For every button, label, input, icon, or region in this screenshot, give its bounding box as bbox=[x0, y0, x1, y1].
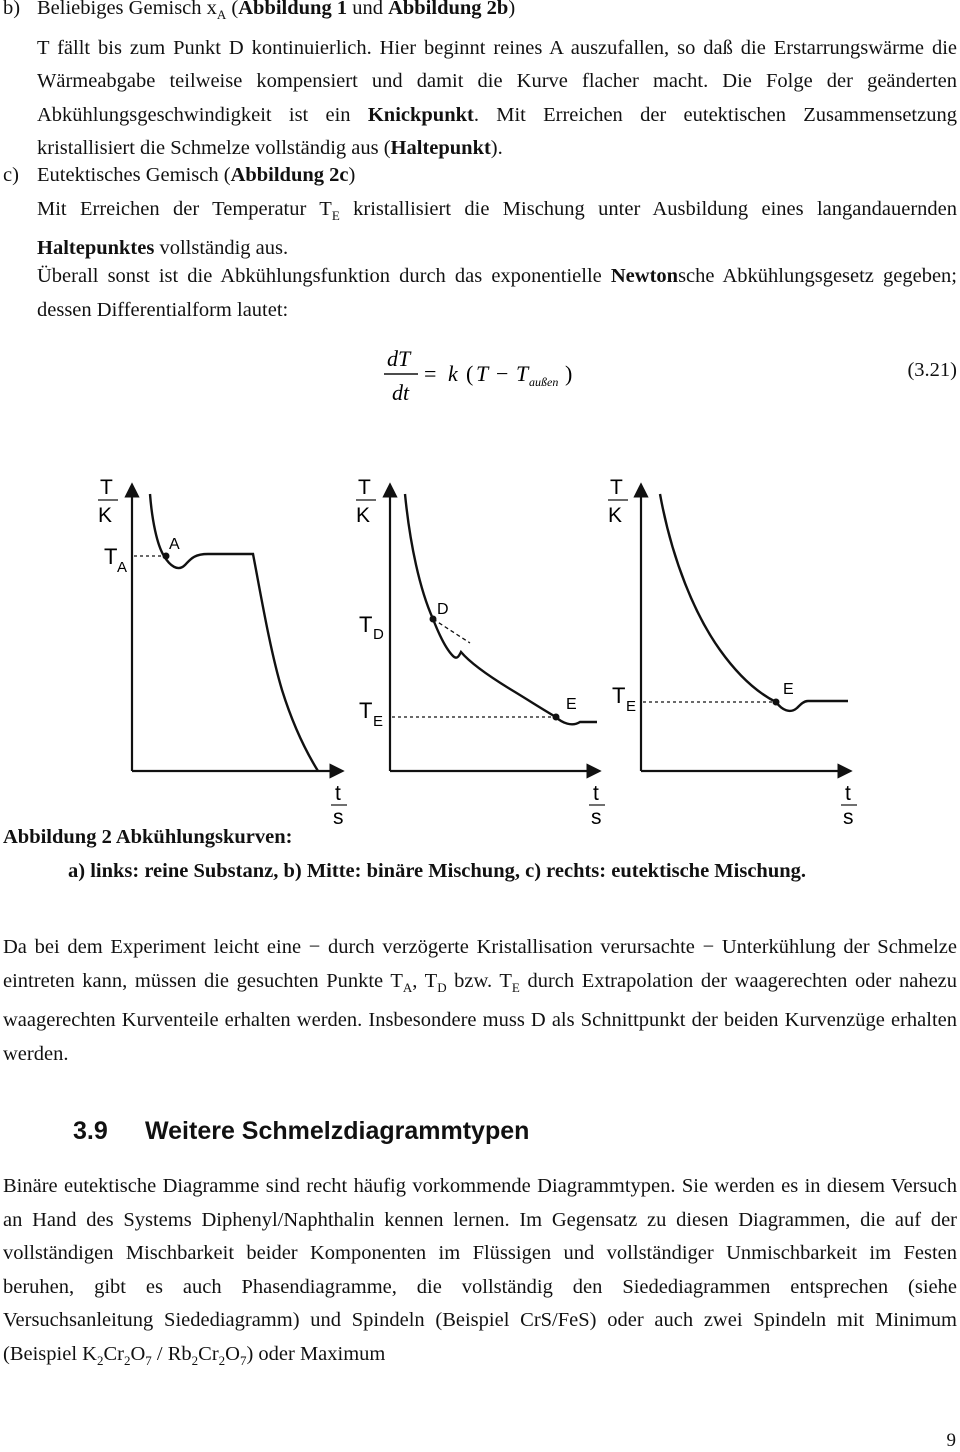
term-newton: Newton bbox=[610, 265, 679, 287]
eq-t: T bbox=[476, 361, 489, 386]
panel-c-y-label-bottom: K bbox=[608, 504, 623, 527]
panel-c-point-e-label: E bbox=[783, 681, 794, 698]
panel-b-point-d bbox=[430, 616, 437, 623]
term-haltepunkt: Haltepunkt bbox=[390, 137, 491, 160]
term-knickpunkt: Knickpunkt bbox=[367, 103, 474, 126]
panel-b-x-label-top: t bbox=[593, 782, 599, 805]
item-d-label bbox=[3, 260, 37, 294]
panel-a-x-label-top: t bbox=[335, 782, 341, 805]
term-haltepunktes: Haltepunktes bbox=[37, 237, 155, 260]
panel-a-point-a bbox=[163, 553, 170, 560]
figure-ref-1: Abbildung 1 bbox=[238, 0, 348, 19]
eq-k: k bbox=[448, 361, 458, 386]
panel-b-x-label-bottom: s bbox=[591, 806, 602, 829]
panel-b-te-label: T bbox=[359, 698, 373, 723]
panel-c-curve bbox=[660, 494, 848, 711]
panel-a-ta-sub: A bbox=[117, 559, 128, 576]
item-c-title: c) Eutektisches Gemisch (Abbildung 2c) bbox=[3, 159, 957, 193]
panel-c bbox=[608, 476, 857, 829]
panel-a-ta-label: T bbox=[104, 544, 118, 569]
panel-b-te-sub: E bbox=[373, 713, 384, 730]
panel-b-y-label-bottom: K bbox=[356, 504, 371, 527]
section-heading bbox=[73, 1117, 529, 1146]
panel-b-point-e-label: E bbox=[566, 696, 577, 713]
panel-a-x-label-bottom: s bbox=[333, 806, 344, 829]
panel-b-curve bbox=[405, 494, 597, 724]
panel-b-td-label: T bbox=[359, 612, 373, 637]
section-number: 3.9 bbox=[73, 1117, 108, 1145]
panel-a-y-label-top: T bbox=[100, 476, 113, 499]
panel-a-y-label-bottom: K bbox=[98, 504, 113, 527]
figure-caption-title: Abbildung 2 Abkühlungskurven: bbox=[3, 826, 293, 848]
panel-c-x-label-top: t bbox=[845, 782, 851, 805]
panel-b-point-d-label: D bbox=[437, 601, 449, 618]
eq-close-paren: ) bbox=[565, 361, 573, 386]
item-b-title: b) Beliebiges Gemisch $x_A$ (Abbildung 1 und Abbildung 2b) bbox=[3, 0, 957, 32]
figure-ref-2c: Abbildung 2c bbox=[230, 164, 349, 186]
eq-t-outer-sub: außen bbox=[529, 375, 559, 389]
item-c-body: Mit Erreichen der Temperatur $T_E$ kristallisiert die Mischung unter Ausbildung eines langandauernden Haltepunktes vollständig aus. bbox=[37, 197, 957, 260]
eq-denominator: dt bbox=[392, 380, 410, 405]
panel-b-point-e bbox=[553, 714, 560, 721]
panel-c-te-label: T bbox=[612, 683, 626, 708]
eq-t-outer: T bbox=[516, 361, 529, 386]
page-number: 9 bbox=[946, 1430, 956, 1451]
figure-caption-description: a) links: reine Substanz, b) Mitte: binäre Mischung, c) rechts: eutektische Mischung. bbox=[68, 860, 806, 882]
eq-open-paren: ( bbox=[466, 361, 474, 386]
panel-a-point-a-label: A bbox=[169, 536, 180, 553]
figure-ref-2b: Abbildung 2b bbox=[388, 0, 509, 19]
item-c-label: c) bbox=[3, 164, 19, 186]
panel-c-point-e bbox=[773, 699, 780, 706]
panel-b-y-label-top: T bbox=[358, 476, 371, 499]
paragraph-extrapolation: Da bei dem Experiment leicht eine − durch verzögerte Kristallisation verursachte − Unterkühlung der Schmelze eintreten kann, müssen die gesuchten Punkte $T_A$, $T_D$ bzw. $T_E$ durch Extrapolation der waagerechten oder nahezu waagerechten Kurventeile erhalten werden. Insbesondere muss D als Schnittpunkt der beiden Kurvenzüge erhalten werden. bbox=[3, 936, 958, 1065]
item-b-label: b) bbox=[3, 0, 21, 19]
eq-numerator: dT bbox=[387, 346, 411, 371]
section-title: Weitere Schmelzdiagrammtypen bbox=[145, 1117, 530, 1145]
item-d bbox=[3, 260, 957, 327]
panel-a bbox=[98, 476, 347, 829]
equation-number: (3.21) bbox=[907, 359, 957, 381]
panel-b bbox=[356, 476, 605, 829]
panel-c-x-label-bottom: s bbox=[843, 806, 854, 829]
panel-c-te-sub: E bbox=[626, 698, 637, 715]
eq-equals: = bbox=[424, 361, 437, 386]
equation bbox=[0, 330, 960, 420]
cooling-curves-figure bbox=[0, 440, 960, 835]
eq-minus: − bbox=[496, 361, 509, 386]
paragraph-section: Binäre eutektische Diagramme sind recht häufig vorkommende Diagrammtypen. Sie werden es in diesem Versuch an Hand des Systems Diphenyl/Naphthalin kennen lernen. Im Gegensatz zu diesen Diagrammen, die auf der vollständigen Mischbarkeit beider Komponenten im Flüssigen und vollständiger Unmischbarkeit im Festen beruhen, gibt es auch Phasendiagramme, die vollständig den Siedediagrammen entsprechen (siehe Versuchsanleitung Siedediagramm) und Spindeln (Beispiel CrS/FeS) oder auch zwei Spindeln mit Minimum (Beispiel $K_2Cr_2O_7 / Rb_2Cr_2O_7$) oder Maximum bbox=[3, 1175, 957, 1369]
panel-c-y-label-top: T bbox=[610, 476, 623, 499]
item-d-body: Überall sonst ist die Abkühlungsfunktion durch das exponentielle Newtonsche Abkühlungsgesetz gegeben; dessen Differentialform lautet: bbox=[3, 260, 957, 327]
panel-b-td-sub: D bbox=[373, 626, 384, 643]
item-c bbox=[3, 159, 957, 266]
item-b bbox=[3, 0, 957, 166]
item-b-body: T fällt bis zum Punkt D kontinuierlich. Hier beginnt reines A auszufallen, so daß die Erstarrungswärme die Wärmeabgabe teilweise kompensiert und damit die Kurve flacher macht. Die Folge der geänderten Abkühlungsgeschwindigkeit ist ein Knickpunkt. Mit Erreichen der eutektischen Zusammensetzung kristallisiert die Schmelze vollständig aus (Haltepunkt). bbox=[37, 36, 957, 160]
